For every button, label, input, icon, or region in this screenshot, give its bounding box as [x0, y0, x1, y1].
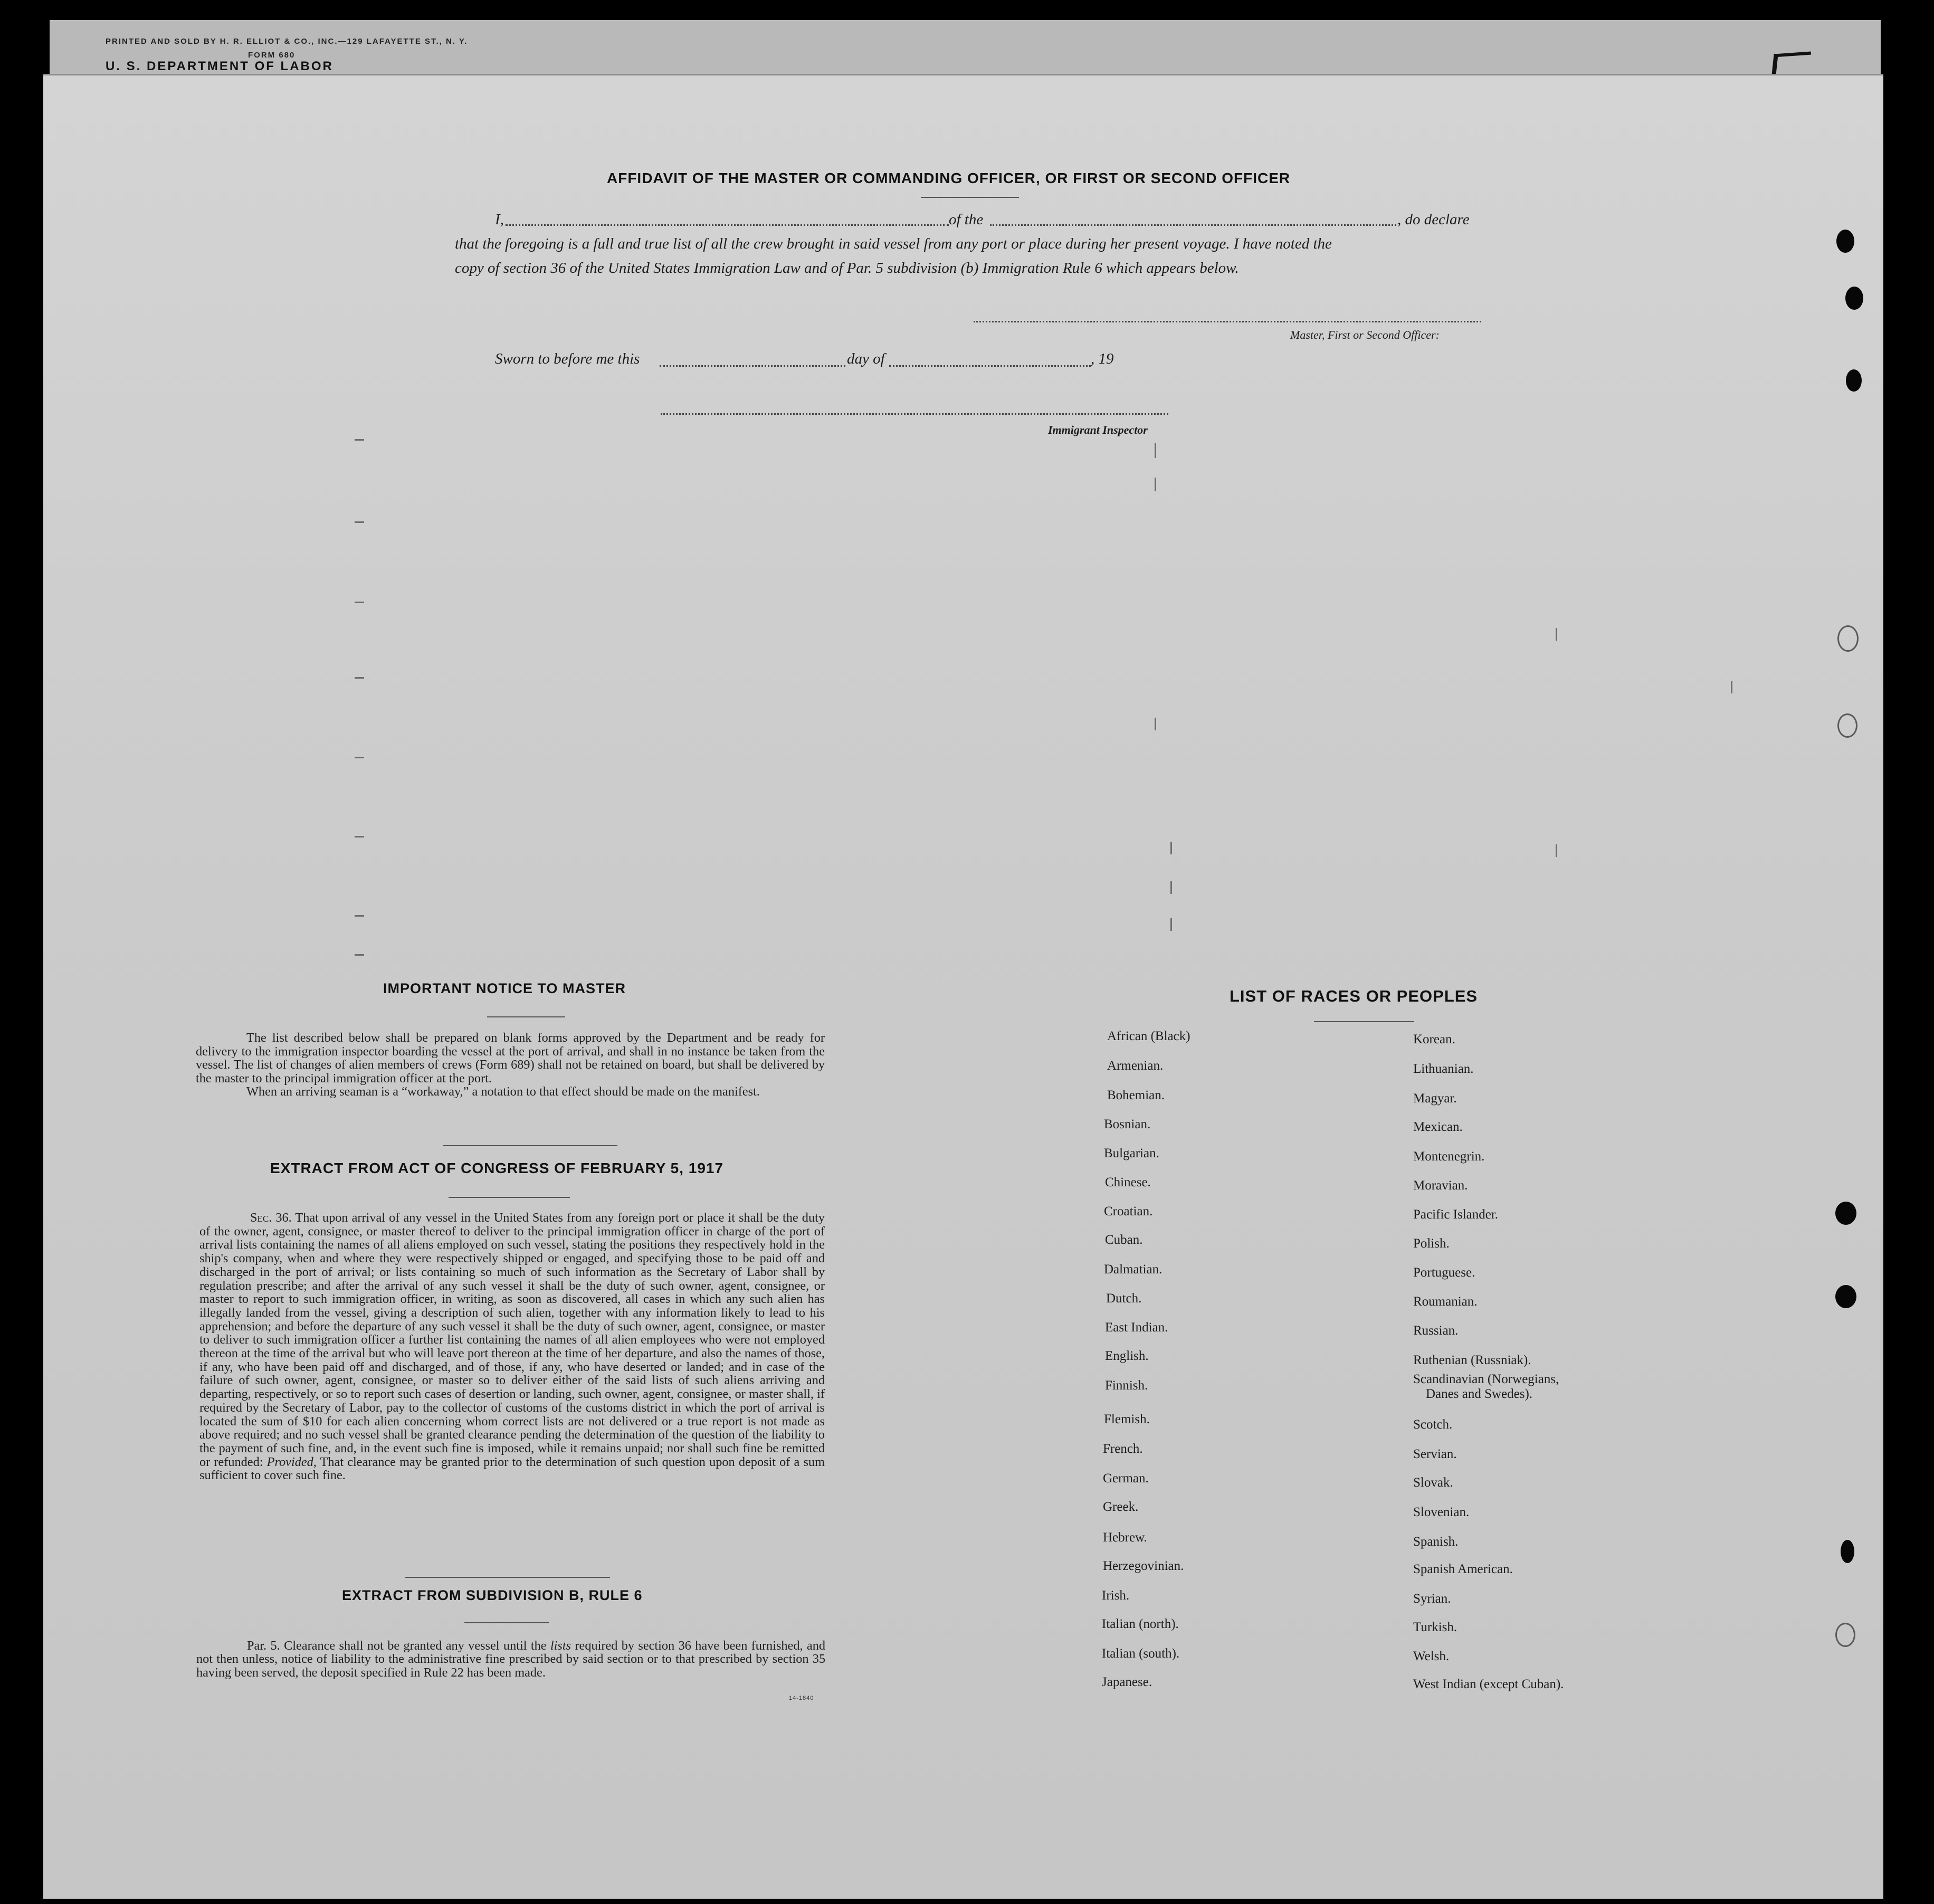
race-item: German. [1103, 1471, 1149, 1486]
race-item: Japanese. [1102, 1675, 1152, 1689]
race-item: Slovenian. [1413, 1505, 1470, 1519]
affidavit-line-3: copy of section 36 of the United States Immigration Law and of Par. 5 subdivision (b) Immigration Rule 6 which appears below. [455, 260, 1239, 277]
bleed-mark [355, 757, 364, 758]
printer-imprint: PRINTED AND SOLD BY H. R. ELLIOT & CO., INC.—129 LAFAYETTE ST., N. Y. [106, 37, 468, 46]
bleed-mark [355, 915, 364, 917]
race-item: East Indian. [1105, 1320, 1168, 1335]
bleed-mark [1170, 842, 1172, 854]
bleed-mark [355, 954, 364, 956]
binder-hole-ring [1835, 1623, 1855, 1647]
affidavit-of-the-label: of the [949, 211, 984, 228]
sworn-month-field[interactable] [889, 365, 1091, 367]
signature-caption: Master, First or Second Officer: [1290, 328, 1440, 341]
race-item: Finnish. [1105, 1378, 1148, 1393]
form-number: FORM 680 [248, 51, 296, 60]
master-name-field[interactable] [506, 224, 949, 226]
race-item: Russian. [1413, 1324, 1459, 1338]
rule-extract-title: EXTRACT FROM SUBDIVISION B, RULE 6 [342, 1587, 643, 1603]
race-item: Pacific Islander. [1413, 1207, 1499, 1222]
bleed-mark [355, 602, 364, 603]
rule-text-a: Par. 5. Clearance shall not be granted any vessel until the [247, 1639, 547, 1653]
rule-text-b: required by section 36 have been furnished, and not then unless, notice of liability to the administrative fine prescribed by said section or to that prescribed by section 35 having been served, the deposit specified in Rule 22 has been made. [196, 1639, 825, 1680]
rule-extract-body [196, 1639, 825, 1679]
race-item: Croatian. [1104, 1204, 1153, 1218]
race-item: Scandinavian (Norwegians, [1413, 1372, 1559, 1386]
sworn-label: Sworn to before me this [495, 350, 640, 367]
race-item: Flemish. [1104, 1412, 1150, 1426]
race-item: Bulgarian. [1104, 1146, 1159, 1160]
act-extract-title: EXTRACT FROM ACT OF CONGRESS OF FEBRUARY 5, 1917 [270, 1160, 724, 1176]
race-item: Irish. [1102, 1588, 1130, 1603]
section-label: Sec. 36. [250, 1211, 292, 1225]
race-item: West Indian (except Cuban). [1413, 1677, 1564, 1691]
race-item: Slovak. [1413, 1475, 1453, 1490]
race-item: Montenegrin. [1413, 1149, 1485, 1164]
race-item: Italian (north). [1102, 1617, 1179, 1631]
race-item: Spanish American. [1413, 1562, 1513, 1576]
binder-hole [1835, 1285, 1856, 1308]
race-item: English. [1105, 1349, 1149, 1363]
sworn-day-field[interactable] [660, 365, 845, 367]
race-item: French. [1103, 1442, 1143, 1456]
race-item: Cuban. [1105, 1233, 1143, 1247]
binder-hole [1841, 1540, 1854, 1563]
race-item: Hebrew. [1103, 1530, 1147, 1545]
race-item: Bosnian. [1104, 1117, 1151, 1131]
lists-word: lists [550, 1639, 571, 1653]
bleed-mark [355, 836, 364, 837]
day-of-label: day of [847, 350, 885, 367]
binder-hole [1836, 230, 1854, 253]
race-item: Spanish. [1413, 1535, 1459, 1549]
race-item: Bohemian. [1107, 1088, 1165, 1102]
binder-hole [1835, 1202, 1856, 1225]
race-item: Dutch. [1106, 1291, 1142, 1306]
notice-divider [487, 1016, 565, 1017]
title-divider [921, 197, 1019, 198]
rule-divider [464, 1622, 549, 1623]
race-item: Servian. [1413, 1447, 1457, 1461]
race-item: Turkish. [1413, 1620, 1457, 1634]
race-item: Ruthenian (Russniak). [1413, 1353, 1531, 1367]
race-item: Syrian. [1413, 1592, 1451, 1606]
master-signature-field[interactable] [974, 321, 1481, 322]
binder-hole-ring [1837, 625, 1859, 652]
race-item: Moravian. [1413, 1178, 1468, 1193]
race-item: Polish. [1413, 1236, 1450, 1251]
bleed-mark [1155, 718, 1156, 730]
notice-paragraph-2: When an arriving seaman is a “workaway,” a notation to that effect should be made on the manifest. [246, 1084, 760, 1099]
provided-word: Provided, [266, 1454, 317, 1469]
document-sheet [43, 74, 1883, 1899]
year-label: , 19 [1091, 350, 1114, 367]
race-item: Lithuanian. [1413, 1062, 1474, 1076]
affidavit-title: AFFIDAVIT OF THE MASTER OR COMMANDING OFFICER, OR FIRST OR SECOND OFFICER [607, 170, 1291, 186]
races-divider [1314, 1021, 1414, 1022]
affidavit-i-label: I, [495, 211, 504, 228]
race-item: Magyar. [1413, 1091, 1457, 1106]
act-extract-body [199, 1211, 825, 1482]
bleed-mark [1731, 681, 1732, 693]
affidavit-line-2: that the foregoing is a full and true list of all the crew brought in said vessel from any port or place during her present voyage. I have noted the [455, 235, 1332, 252]
bleed-mark [1556, 844, 1557, 857]
section-36-end: That clearance may be granted prior to the determination of such question upon deposit of a sum sufficient to cover such fine. [199, 1454, 825, 1483]
bleed-mark [355, 439, 364, 441]
race-item: Italian (south). [1102, 1646, 1180, 1661]
binder-hole [1846, 369, 1862, 392]
bleed-mark [1170, 881, 1172, 894]
race-item: Armenian. [1107, 1059, 1164, 1073]
bleed-mark [1556, 628, 1557, 641]
race-item: Chinese. [1105, 1175, 1151, 1189]
act-end-divider [405, 1577, 610, 1578]
section-36-text: That upon arrival of any vessel in the United States from any foreign port or place it shall be the duty of the owner, agent, consignee, or master thereof to deliver to the principal immigration officer in charge of the port of arrival lists containing the names of all aliens employed on such vessel, stating the positions they respectively hold in the ship's company, when and where they were respectively shipped or engaged, and specifying those to be paid off and discharged in the port of arrival; or lists containing so much of such information as the Secretary of Labor shall by regulation prescribe; and after the arrival of any such vessel it shall be the duty of such owner, agent, consignee, or master to report to such immigration officer, in writing, as soon as discovered, all cases in which any such alien has illegally landed from the vessel, giving a description of such alien, together with any information likely to lead to his apprehension; and before the departure of any such vessel it shall be the duty of such owner, agent, consignee, or master to deliver to such immigration officer a further list containing the names of all alien employees who were not employed thereon at the time of the arrival but who will leave port thereon at the time of her departure, and also the names of those, if any, who have been paid off and discharged, and of those, if any, who have deserted or landed; and in case of the failure of such owner, agent, consignee, or master so to deliver either of the said lists of such aliens arriving and departing, respectively, or so to report such cases of desertion or landing, such owner, agent, consignee, or master shall, if required by the Secretary of Labor, pay to the collector of customs of the customs district in which the port of arrival is located the sum of $10 for each alien concerning whom correct lists are not delivered or a true report is not made as above required; and no such vessel shall be granted clearance pending the determination of the question of the liability to the payment of such fine, and, in the event such fine is imposed, while it remains unpaid; nor shall such fine be remitted or refunded: [199, 1211, 825, 1469]
race-item: Dalmatian. [1104, 1262, 1163, 1277]
race-item: Roumanian. [1413, 1294, 1478, 1309]
bleed-mark [355, 677, 364, 679]
race-item: Korean. [1413, 1032, 1455, 1046]
bleed-mark [1155, 443, 1156, 458]
race-item: Portuguese. [1413, 1265, 1475, 1280]
races-title: LIST OF RACES OR PEOPLES [1230, 987, 1478, 1005]
inspector-signature-field[interactable] [661, 413, 1168, 415]
race-item: Herzegovinian. [1103, 1559, 1184, 1573]
act-divider [449, 1197, 570, 1198]
bleed-mark [1155, 478, 1156, 491]
department-name: U. S. DEPARTMENT OF LABOR [106, 59, 334, 73]
bleed-mark [1170, 918, 1172, 931]
race-item: Scotch. [1413, 1417, 1453, 1432]
notice-body [196, 1031, 825, 1099]
race-item: Greek. [1103, 1500, 1139, 1514]
race-item: African (Black) [1107, 1029, 1190, 1043]
affidavit-do-declare: , do declare [1397, 211, 1470, 228]
vessel-name-field[interactable] [990, 224, 1396, 226]
inspector-caption: Immigrant Inspector [1048, 423, 1148, 436]
race-item: Welsh. [1413, 1649, 1450, 1663]
binder-hole-ring [1837, 713, 1857, 738]
race-item: Danes and Swedes). [1426, 1387, 1533, 1401]
bleed-mark [355, 521, 364, 523]
notice-paragraph-1: The list described below shall be prepared on blank forms approved by the Department and be ready for delivery to the immigration inspector boarding the vessel at the port of arrival, and shall in no instance be taken from the vessel. The list of changes of alien members of crews (Form 689) shall not be retained on board, but shall be delivered by the master to the principal immigration officer at the port. [196, 1031, 825, 1086]
race-item: Mexican. [1413, 1120, 1463, 1134]
notice-end-divider [443, 1145, 617, 1146]
form-code: 14-1840 [789, 1695, 814, 1701]
binder-hole [1845, 287, 1863, 310]
notice-title: IMPORTANT NOTICE TO MASTER [383, 980, 626, 996]
